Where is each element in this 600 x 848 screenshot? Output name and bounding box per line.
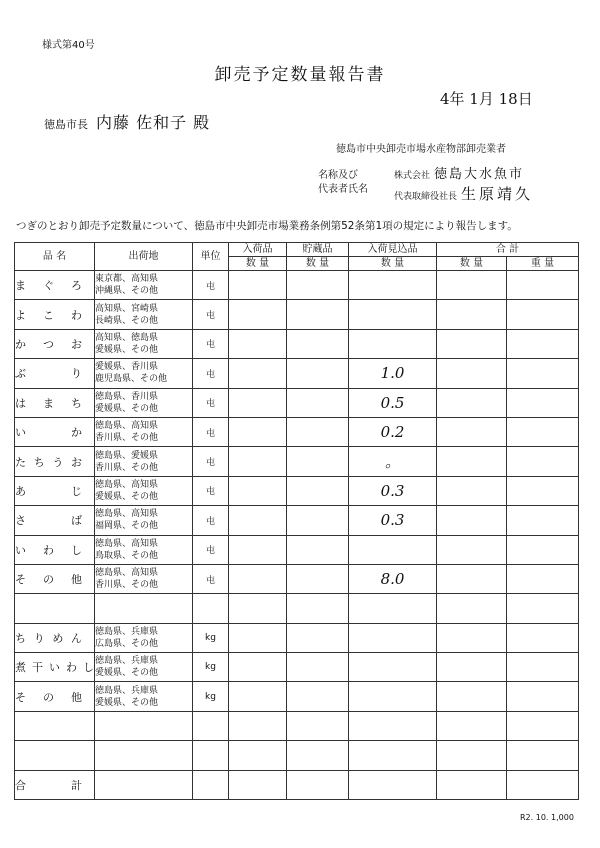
item-name-text — [15, 689, 94, 705]
item-name-char: め — [52, 631, 64, 645]
total-weight-cell[interactable] — [507, 535, 579, 564]
item-name — [15, 417, 95, 446]
origin-cell — [95, 682, 193, 711]
item-name-char: ち — [15, 631, 26, 645]
table-row — [15, 359, 579, 388]
origin-cell — [95, 535, 193, 564]
origin-line-2: 鳥取県、その他 — [95, 550, 159, 561]
origin-line-1: 高知県、徳島県 — [95, 332, 159, 343]
item-name-char: お — [71, 337, 82, 351]
name-label: 名称及び — [318, 170, 358, 181]
storage-qty-cell[interactable] — [287, 682, 349, 711]
expected-qty-cell[interactable] — [349, 741, 437, 770]
item-name-char: つ — [43, 337, 54, 351]
origin-line-2: 愛媛県、その他 — [95, 344, 159, 355]
item-name-char: い — [49, 661, 60, 675]
origin-cell — [95, 564, 193, 593]
expected-qty-cell[interactable] — [349, 329, 437, 358]
total-qty-cell[interactable] — [437, 741, 507, 770]
expected-qty-cell[interactable]: 0.5 — [349, 388, 437, 417]
total-weight-cell[interactable] — [507, 417, 579, 446]
unit-cell[interactable]: 屯 — [193, 564, 229, 593]
origin-cell — [95, 653, 193, 682]
table-row — [15, 271, 579, 300]
origin-line-1: 徳島県、高知県 — [95, 538, 159, 549]
item-name-char: 煮 — [15, 661, 26, 675]
table-row — [15, 300, 579, 329]
table-row — [15, 594, 579, 623]
table-row — [15, 535, 579, 564]
origin-cell — [95, 506, 193, 535]
item-name-text — [15, 777, 94, 793]
origin-line-2: 愛媛県、その他 — [95, 403, 159, 414]
item-name-char: ん — [70, 631, 82, 645]
total-qty-cell[interactable] — [437, 359, 507, 388]
header-item: 品 名 — [15, 243, 95, 271]
company — [394, 163, 524, 182]
item-name-char: ち — [33, 455, 45, 469]
arrival-qty-cell[interactable] — [229, 653, 287, 682]
origin-line-1: 徳島県、兵庫県 — [95, 626, 159, 637]
table-row — [15, 711, 579, 740]
origin-cell — [95, 476, 193, 505]
unit-cell[interactable]: 屯 — [193, 300, 229, 329]
expected-qty-cell[interactable]: 0.2 — [349, 417, 437, 446]
expected-qty-cell[interactable] — [349, 770, 437, 799]
item-name-char: り — [33, 631, 45, 645]
arrival-qty-cell[interactable] — [229, 594, 287, 623]
origin-line-1: 徳島県、香川県 — [95, 391, 159, 402]
item-name-text — [15, 365, 94, 381]
item-name — [15, 359, 95, 388]
table-row — [15, 388, 579, 417]
origin-line-2: 愛媛県、その他 — [95, 697, 159, 708]
total-weight-cell[interactable] — [507, 711, 579, 740]
item-name — [15, 653, 95, 682]
item-name-char: 他 — [71, 690, 82, 704]
total-qty-cell[interactable] — [437, 770, 507, 799]
header-unit: 単位 — [193, 243, 229, 271]
item-name-char: あ — [15, 484, 26, 498]
header-arrival-qty: 数 量 — [229, 257, 287, 271]
storage-qty-cell[interactable] — [287, 741, 349, 770]
header-origin: 出荷地 — [95, 243, 193, 271]
item-name — [15, 388, 95, 417]
item-name-char: か — [15, 337, 26, 351]
origin-line-2: 広島県、その他 — [95, 638, 159, 649]
total-weight-cell[interactable] — [507, 506, 579, 535]
total-qty-cell[interactable] — [437, 564, 507, 593]
expected-qty-cell[interactable] — [349, 623, 437, 652]
total-weight-cell[interactable] — [507, 476, 579, 505]
addressee-name: 内藤 佐和子 殿 — [96, 113, 211, 132]
total-qty-cell[interactable] — [437, 535, 507, 564]
arrival-qty-cell[interactable] — [229, 623, 287, 652]
total-weight-cell[interactable] — [507, 359, 579, 388]
company-name: 徳島大水魚市 — [434, 167, 525, 182]
origin-line-1: 徳島県、高知県 — [95, 421, 159, 432]
total-weight-cell[interactable] — [507, 653, 579, 682]
storage-qty-cell[interactable] — [287, 506, 349, 535]
unit-cell[interactable] — [193, 711, 229, 740]
header-storage-qty: 数 量 — [287, 257, 349, 271]
table-row — [15, 476, 579, 505]
item-name-text — [15, 277, 94, 293]
expected-qty-cell[interactable]: 8.0 — [349, 564, 437, 593]
item-name-char: い — [15, 543, 26, 557]
item-name-char: 合 — [15, 778, 26, 792]
header-expected-qty: 数 量 — [349, 257, 437, 271]
origin-line-1: 東京都、高知県 — [95, 274, 159, 285]
item-name-char: り — [71, 367, 82, 381]
expected-qty-cell[interactable] — [349, 682, 437, 711]
item-name-text — [15, 542, 94, 558]
expected-qty-cell[interactable]: 。 — [349, 447, 437, 476]
total-weight-cell[interactable] — [507, 300, 579, 329]
unit-cell[interactable]: 屯 — [193, 388, 229, 417]
storage-qty-cell[interactable] — [287, 300, 349, 329]
item-name — [15, 447, 95, 476]
total-qty-cell[interactable] — [437, 388, 507, 417]
arrival-qty-cell[interactable] — [229, 770, 287, 799]
expected-qty-cell[interactable] — [349, 535, 437, 564]
origin-line-2: 沖縄県、その他 — [95, 286, 159, 297]
item-name — [15, 594, 95, 623]
origin-line-1: 高知県、宮崎県 — [95, 303, 159, 314]
total-weight-cell[interactable] — [507, 564, 579, 593]
origin-cell — [95, 447, 193, 476]
total-qty-cell[interactable] — [437, 711, 507, 740]
unit-cell[interactable]: kg — [193, 682, 229, 711]
header-total-qty: 数 量 — [437, 257, 507, 271]
origin-line-2: 香川県、その他 — [95, 462, 159, 473]
item-name-text — [15, 659, 94, 675]
arrival-qty-cell[interactable] — [229, 711, 287, 740]
expected-qty-cell[interactable] — [349, 653, 437, 682]
arrival-qty-cell[interactable] — [229, 300, 287, 329]
arrival-qty-cell[interactable] — [229, 417, 287, 446]
arrival-qty-cell[interactable] — [229, 271, 287, 300]
total-qty-cell[interactable] — [437, 682, 507, 711]
table-row — [15, 682, 579, 711]
storage-qty-cell[interactable] — [287, 388, 349, 417]
origin-line-2: 長崎県、その他 — [95, 315, 159, 326]
expected-qty-cell[interactable]: 0.3 — [349, 506, 437, 535]
unit-cell[interactable]: 屯 — [193, 447, 229, 476]
item-name-char: か — [71, 426, 82, 440]
company-prefix: 株式会社 — [394, 171, 431, 181]
origin-line-2: 鹿児島県、その他 — [95, 374, 168, 385]
origin-line-2: 香川県、その他 — [95, 433, 159, 444]
arrival-qty-cell[interactable] — [229, 447, 287, 476]
item-name-char: う — [52, 455, 64, 469]
origin-cell — [95, 623, 193, 652]
item-name — [15, 506, 95, 535]
arrival-qty-cell[interactable] — [229, 329, 287, 358]
item-name-text — [15, 749, 94, 762]
item-name — [15, 564, 95, 593]
header-total-weight: 重 量 — [507, 257, 579, 271]
item-name-char: さ — [15, 514, 26, 528]
organization-line: 徳島市中央卸売市場水産物部卸売業者 — [336, 144, 506, 155]
origin-cell — [95, 388, 193, 417]
arrival-qty-cell[interactable] — [229, 506, 287, 535]
item-name-text — [15, 395, 94, 411]
item-name-text — [15, 307, 94, 323]
expected-qty-cell[interactable]: 1.0 — [349, 359, 437, 388]
item-name — [15, 682, 95, 711]
header-arrival: 入荷品 — [229, 243, 287, 257]
table-row — [15, 623, 579, 652]
total-qty-cell[interactable] — [437, 447, 507, 476]
item-name — [15, 770, 95, 799]
table-row — [15, 770, 579, 799]
header-total: 合 計 — [437, 243, 579, 257]
item-name — [15, 329, 95, 358]
storage-qty-cell[interactable] — [287, 535, 349, 564]
addressee-label: 徳島市長 — [44, 118, 88, 131]
arrival-qty-cell[interactable] — [229, 476, 287, 505]
item-name-char: ろ — [71, 279, 82, 293]
origin-line-1: 愛媛県、香川県 — [95, 362, 159, 373]
storage-qty-cell[interactable] — [287, 564, 349, 593]
origin-cell — [95, 417, 193, 446]
unit-cell[interactable]: 屯 — [193, 359, 229, 388]
storage-qty-cell[interactable] — [287, 329, 349, 358]
arrival-qty-cell[interactable] — [229, 682, 287, 711]
item-name-char: い — [15, 426, 26, 440]
item-name — [15, 741, 95, 770]
origin-cell — [95, 741, 193, 770]
total-weight-cell[interactable] — [507, 741, 579, 770]
origin-line-2: 福岡県、その他 — [95, 521, 159, 532]
item-name-char: ま — [43, 396, 54, 410]
total-weight-cell[interactable] — [507, 682, 579, 711]
representative-name: 生原靖久 — [461, 185, 534, 203]
item-name — [15, 535, 95, 564]
representative-label: 代表者氏名 — [318, 184, 368, 195]
item-name-char: こ — [43, 308, 54, 322]
item-name-char: わ — [43, 543, 54, 557]
storage-qty-cell[interactable] — [287, 623, 349, 652]
representative-title: 代表取締役社長 — [394, 192, 458, 202]
item-name-text — [15, 512, 94, 528]
total-qty-cell[interactable] — [437, 594, 507, 623]
item-name — [15, 300, 95, 329]
table-row — [15, 329, 579, 358]
table-row — [15, 564, 579, 593]
unit-cell[interactable]: 屯 — [193, 329, 229, 358]
origin-line-2: 愛媛県、その他 — [95, 491, 159, 502]
item-name-char: は — [15, 396, 26, 410]
total-weight-cell[interactable] — [507, 329, 579, 358]
report-table — [14, 242, 579, 800]
item-name-char: 他 — [71, 573, 82, 587]
item-name-char: ち — [71, 396, 82, 410]
item-name — [15, 271, 95, 300]
item-name-text — [15, 424, 94, 440]
expected-qty-cell[interactable] — [349, 594, 437, 623]
item-name — [15, 476, 95, 505]
item-name — [15, 623, 95, 652]
total-weight-cell[interactable] — [507, 770, 579, 799]
item-name-char: ぶ — [15, 367, 26, 381]
unit-cell[interactable] — [193, 594, 229, 623]
origin-line-1: 徳島県、愛媛県 — [95, 450, 159, 461]
item-name-char: ぐ — [43, 279, 54, 293]
origin-line-1: 徳島県、兵庫県 — [95, 685, 159, 696]
storage-qty-cell[interactable] — [287, 447, 349, 476]
item-name-char: わ — [71, 308, 82, 322]
origin-line-1: 徳島県、高知県 — [95, 568, 159, 579]
total-weight-cell[interactable] — [507, 447, 579, 476]
table-row — [15, 741, 579, 770]
item-name — [15, 711, 95, 740]
storage-qty-cell[interactable] — [287, 476, 349, 505]
expected-qty-cell[interactable] — [349, 271, 437, 300]
header-storage: 貯蔵品 — [287, 243, 349, 257]
item-name-char: よ — [15, 308, 26, 322]
origin-line-1: 徳島県、高知県 — [95, 509, 159, 520]
storage-qty-cell[interactable] — [287, 770, 349, 799]
total-weight-cell[interactable] — [507, 271, 579, 300]
item-name-text — [15, 630, 94, 646]
item-name-char: し — [83, 661, 94, 675]
total-qty-cell[interactable] — [437, 417, 507, 446]
arrival-qty-cell[interactable] — [229, 741, 287, 770]
storage-qty-cell[interactable] — [287, 359, 349, 388]
item-name-text — [15, 571, 94, 587]
form-number: 様式第40号 — [42, 40, 95, 51]
table-row — [15, 417, 579, 446]
item-name-char: た — [15, 455, 26, 469]
origin-line-1: 徳島県、高知県 — [95, 479, 159, 490]
item-name-char: の — [43, 573, 54, 587]
item-name-text — [15, 720, 94, 733]
unit-cell[interactable]: 屯 — [193, 417, 229, 446]
item-name-text — [15, 483, 94, 499]
storage-qty-cell[interactable] — [287, 711, 349, 740]
item-name-char: ば — [71, 514, 82, 528]
item-name-char: そ — [15, 573, 26, 587]
total-qty-cell[interactable] — [437, 653, 507, 682]
total-weight-cell[interactable] — [507, 594, 579, 623]
unit-cell[interactable]: kg — [193, 653, 229, 682]
unit-cell[interactable]: 屯 — [193, 476, 229, 505]
expected-qty-cell[interactable] — [349, 711, 437, 740]
item-name-char: お — [70, 455, 82, 469]
arrival-qty-cell[interactable] — [229, 388, 287, 417]
item-name-char: の — [43, 690, 54, 704]
item-name-text — [15, 454, 94, 470]
total-qty-cell[interactable] — [437, 300, 507, 329]
item-name-char: そ — [15, 690, 26, 704]
intro-text: つぎのとおり卸売予定数量について、徳島市中央卸売市場業務条例第52条第1項の規定により報告します。 — [16, 220, 518, 232]
origin-line-2: 愛媛県、その他 — [95, 668, 159, 679]
item-name-text — [15, 336, 94, 352]
storage-qty-cell[interactable] — [287, 653, 349, 682]
total-qty-cell[interactable] — [437, 506, 507, 535]
document-title: 卸売予定数量報告書 — [214, 65, 386, 85]
item-name-char: わ — [66, 661, 77, 675]
item-name-char: じ — [71, 484, 82, 498]
total-qty-cell[interactable] — [437, 476, 507, 505]
storage-qty-cell[interactable] — [287, 271, 349, 300]
item-name-char: し — [71, 543, 82, 557]
expected-qty-cell[interactable]: 0.3 — [349, 476, 437, 505]
item-name-char: 干 — [32, 661, 43, 675]
origin-line-1: 徳島県、兵庫県 — [95, 656, 159, 667]
origin-cell — [95, 359, 193, 388]
origin-cell — [95, 271, 193, 300]
total-qty-cell[interactable] — [437, 271, 507, 300]
origin-cell — [95, 711, 193, 740]
arrival-qty-cell[interactable] — [229, 535, 287, 564]
total-qty-cell[interactable] — [437, 623, 507, 652]
item-name-text — [15, 602, 94, 615]
origin-cell — [95, 300, 193, 329]
origin-line-2: 香川県、その他 — [95, 580, 159, 591]
table-row — [15, 447, 579, 476]
representative — [394, 183, 533, 204]
addressee — [44, 110, 210, 133]
arrival-qty-cell[interactable] — [229, 359, 287, 388]
table-row — [15, 653, 579, 682]
item-name-char: 計 — [71, 778, 82, 792]
expected-qty-cell[interactable] — [349, 300, 437, 329]
unit-cell[interactable]: 屯 — [193, 535, 229, 564]
storage-qty-cell[interactable] — [287, 417, 349, 446]
item-name-char: ま — [15, 279, 26, 293]
unit-cell[interactable]: 屯 — [193, 271, 229, 300]
total-qty-cell[interactable] — [437, 329, 507, 358]
print-info: R2. 10. 1,000 — [520, 813, 574, 822]
storage-qty-cell[interactable] — [287, 594, 349, 623]
origin-cell — [95, 770, 193, 799]
total-weight-cell[interactable] — [507, 623, 579, 652]
total-weight-cell[interactable] — [507, 388, 579, 417]
header-expected: 入荷見込品 — [349, 243, 437, 257]
origin-cell — [95, 594, 193, 623]
report-date: 4年 1月 18日 — [440, 90, 533, 108]
unit-cell[interactable] — [193, 741, 229, 770]
unit-cell[interactable]: kg — [193, 623, 229, 652]
unit-cell[interactable] — [193, 770, 229, 799]
origin-cell — [95, 329, 193, 358]
unit-cell[interactable]: 屯 — [193, 506, 229, 535]
arrival-qty-cell[interactable] — [229, 564, 287, 593]
table-row — [15, 506, 579, 535]
